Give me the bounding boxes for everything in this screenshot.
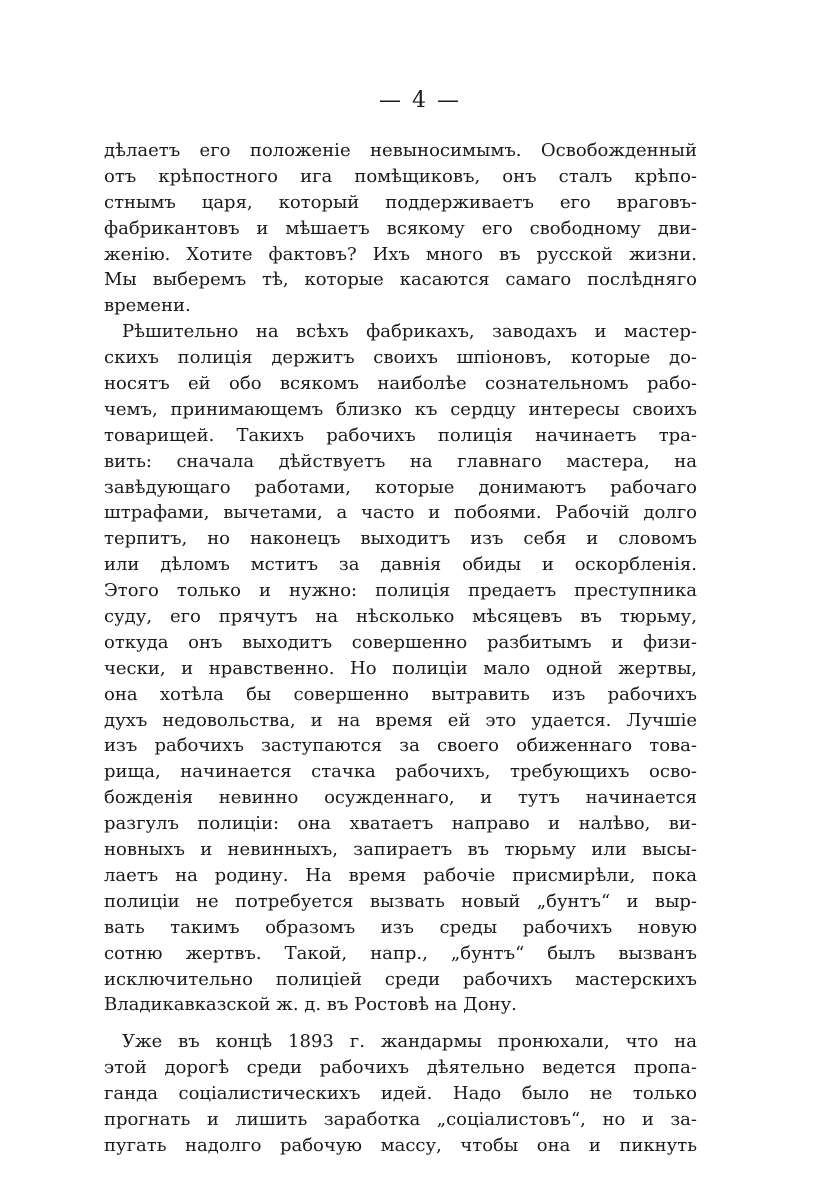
paragraph xyxy=(104,319,697,1018)
text-line: времени. xyxy=(104,295,191,317)
text-line: откуда онъ выходитъ совершенно разбитымъ и физи- xyxy=(104,631,697,653)
text-line: вать такимъ образомъ изъ среды рабочихъ новую xyxy=(104,916,697,938)
text-line: завѣдующаго работами, которые донимаютъ рабочаго xyxy=(104,476,697,498)
text-line: чески, и нравственно. Но полиціи мало одной жертвы, xyxy=(104,657,697,679)
text-line: божденія невинно осужденнаго, и тутъ начинается xyxy=(104,787,697,809)
body-text xyxy=(104,138,697,1159)
text-line: штрафами, вычетами, а часто и побоями. Рабочій долго xyxy=(104,502,697,524)
text-line: скихъ полиція держитъ своихъ шпіоновъ, которые до- xyxy=(104,347,697,369)
text-line: дѣлаетъ его положеніе невыносимымъ. Освобожденный xyxy=(104,140,697,161)
text-line: рища, начинается стачка рабочихъ, требующихъ осво- xyxy=(104,761,697,783)
text-line: женію. Хотите фактовъ? Ихъ много въ русской жизни. xyxy=(104,243,697,265)
text-line: полиціи не потребуется вызвать новый „бунтъ“ и выр- xyxy=(104,890,697,912)
text-line: вить: сначала дѣйствуетъ на главнаго мастера, на xyxy=(104,450,697,472)
text-line: этой дорогѣ среди рабочихъ дѣятельно ведется пропа- xyxy=(104,1057,697,1079)
text-line: новныхъ и невинныхъ, запираетъ въ тюрьму или высы- xyxy=(104,839,697,861)
text-line: она хотѣла бы совершенно вытравить изъ рабочихъ xyxy=(104,683,697,705)
paragraph-gap xyxy=(104,1018,697,1029)
text-line: носятъ ей обо всякомъ наиболѣе сознательномъ рабо- xyxy=(104,373,697,395)
text-line: пугать надолго рабочую массу, чтобы она и пикнуть xyxy=(104,1134,697,1156)
paragraph xyxy=(104,1029,697,1158)
text-line: чемъ, принимающемъ близко къ сердцу интересы своихъ xyxy=(104,398,697,420)
page-number: — 4 — xyxy=(379,88,461,113)
text-line: ганда соціалистическихъ идей. Надо было не только xyxy=(104,1083,697,1105)
text-line: разгулъ полиціи: она хватаетъ направо и налѣво, ви- xyxy=(104,813,697,835)
text-line: Рѣшительно на всѣхъ фабрикахъ, заводахъ и мастер- xyxy=(122,321,697,343)
text-line: отъ крѣпостного ига помѣщиковъ, онъ сталъ крѣпо- xyxy=(104,165,697,187)
paragraph xyxy=(104,138,697,319)
text-line: Уже въ концѣ 1893 г. жандармы пронюхали, что на xyxy=(122,1031,697,1053)
text-line: лаетъ на родину. На время рабочіе присмирѣли, пока xyxy=(104,864,697,886)
text-line: суду, его прячутъ на нѣсколько мѣсяцевъ въ тюрьму, xyxy=(104,606,697,628)
text-line: Мы выберемъ тѣ, которые касаются самаго послѣдняго xyxy=(104,269,697,291)
text-line: терпитъ, но наконецъ выходитъ изъ себя и словомъ xyxy=(104,528,697,550)
text-line: фабрикантовъ и мѣшаетъ всякому его свободному дви- xyxy=(104,217,697,239)
text-line: товарищей. Такихъ рабочихъ полиція начинаетъ тра- xyxy=(104,424,697,446)
text-line: прогнать и лишить заработка „соціалистовъ“, но и за- xyxy=(104,1108,697,1130)
text-line: стнымъ царя, который поддерживаетъ его враговъ- xyxy=(104,191,697,213)
text-line: духъ недовольства, и на время ей это удается. Лучшіе xyxy=(104,709,697,731)
text-line: Этого только и нужно: полиція предаетъ преступника xyxy=(104,580,697,602)
text-line: исключительно полиціей среди рабочихъ мастерскихъ xyxy=(104,968,697,990)
text-line: или дѣломъ мститъ за давнія обиды и оскорбленія. xyxy=(104,554,697,576)
text-line: Владикавказской ж. д. въ Ростовѣ на Дону. xyxy=(104,994,517,1016)
text-line: изъ рабочихъ заступаются за своего обиженнаго това- xyxy=(104,735,697,757)
text-line: сотню жертвъ. Такой, напр., „бунтъ“ былъ вызванъ xyxy=(104,942,697,964)
